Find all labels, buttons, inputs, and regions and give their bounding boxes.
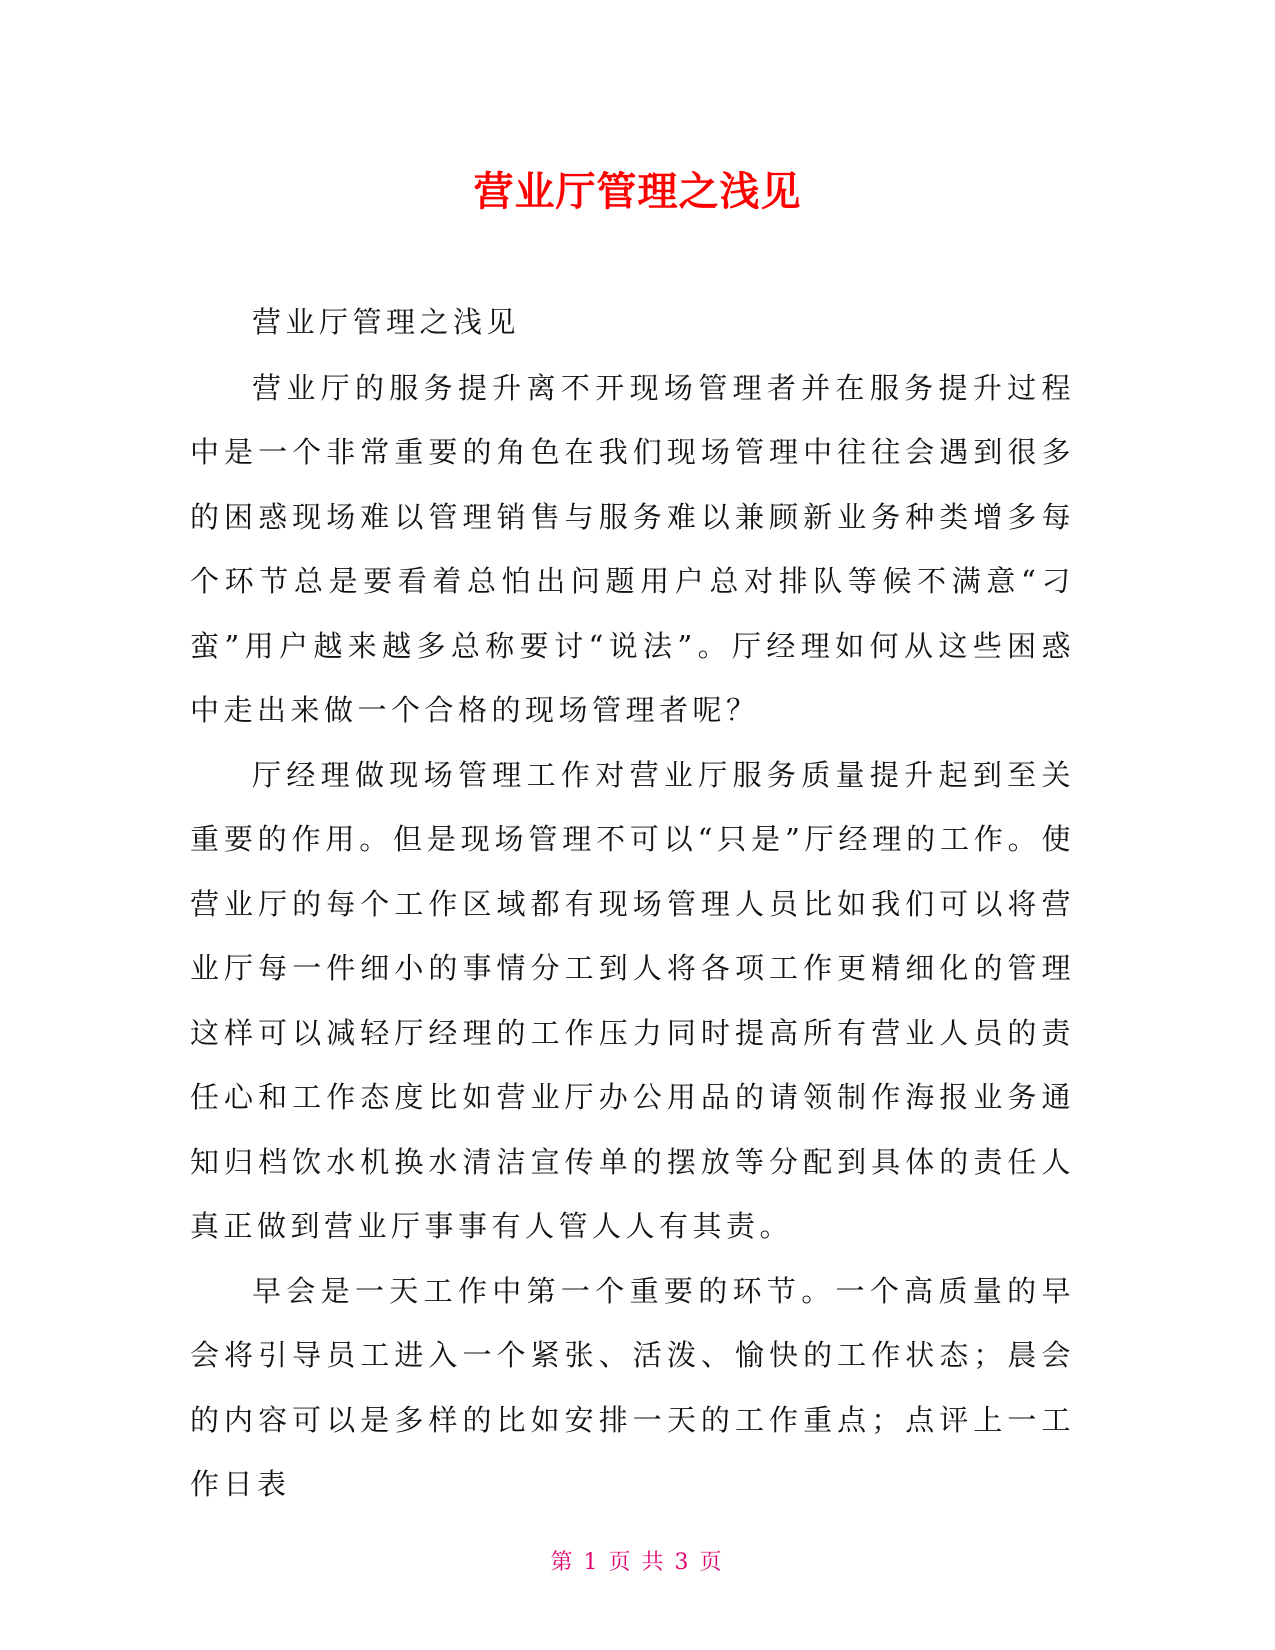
footer-page-unit: 页	[608, 1550, 634, 1575]
body-subheading: 营业厅管理之浅见	[252, 305, 521, 339]
footer-current-page: 1	[583, 1550, 601, 1575]
footer-total-label: 共	[641, 1550, 667, 1575]
body-paragraph: 厅经理做现场管理工作对营业厅服务质量提升起到至关重要的作用。但是现场管理不可以“只是”厅经理的工作。使营业厅的每个工作区域都有现场管理人员比如我们可以将营业厅每一件细小的事情分工到人将各项工作更精细化的管理这样可以减轻厅经理的工作压力同时提高所有营业人员的责任心和工作态度比如营业厅办公用品的请领制作海报业务通知归档饮水机换水清洁宣传单的摆放等分配到具体的责任人真正做到营业厅事事有人管人人有其责。	[190, 757, 1075, 1243]
body-paragraph: 营业厅的服务提升离不开现场管理者并在服务提升过程中是一个非常重要的角色在我们现场管理中往往会遇到很多的困惑现场难以管理销售与服务难以兼顾新业务种类增多每个环节总是要看着总怕出问题用户总对排队等候不满意“刁蛮”用户越来越多总称要讨“说法”。厅经理如何从这些困惑中走出来做一个合格的现场管理者呢？	[190, 370, 1075, 727]
footer-total-unit: 页	[699, 1550, 725, 1575]
document-title: 营业厅管理之浅见	[473, 169, 802, 215]
document-body	[190, 290, 1075, 1517]
page-number-footer	[0, 1545, 1275, 1576]
footer-page-label: 第	[550, 1550, 576, 1575]
body-paragraph: 早会是一天工作中第一个重要的环节。一个高质量的早会将引导员工进入一个紧张、活泼、愉快的工作状态；晨会的内容可以是多样的比如安排一天的工作重点；点评上一工作日表	[190, 1273, 1075, 1501]
footer-total-pages: 3	[674, 1550, 692, 1575]
